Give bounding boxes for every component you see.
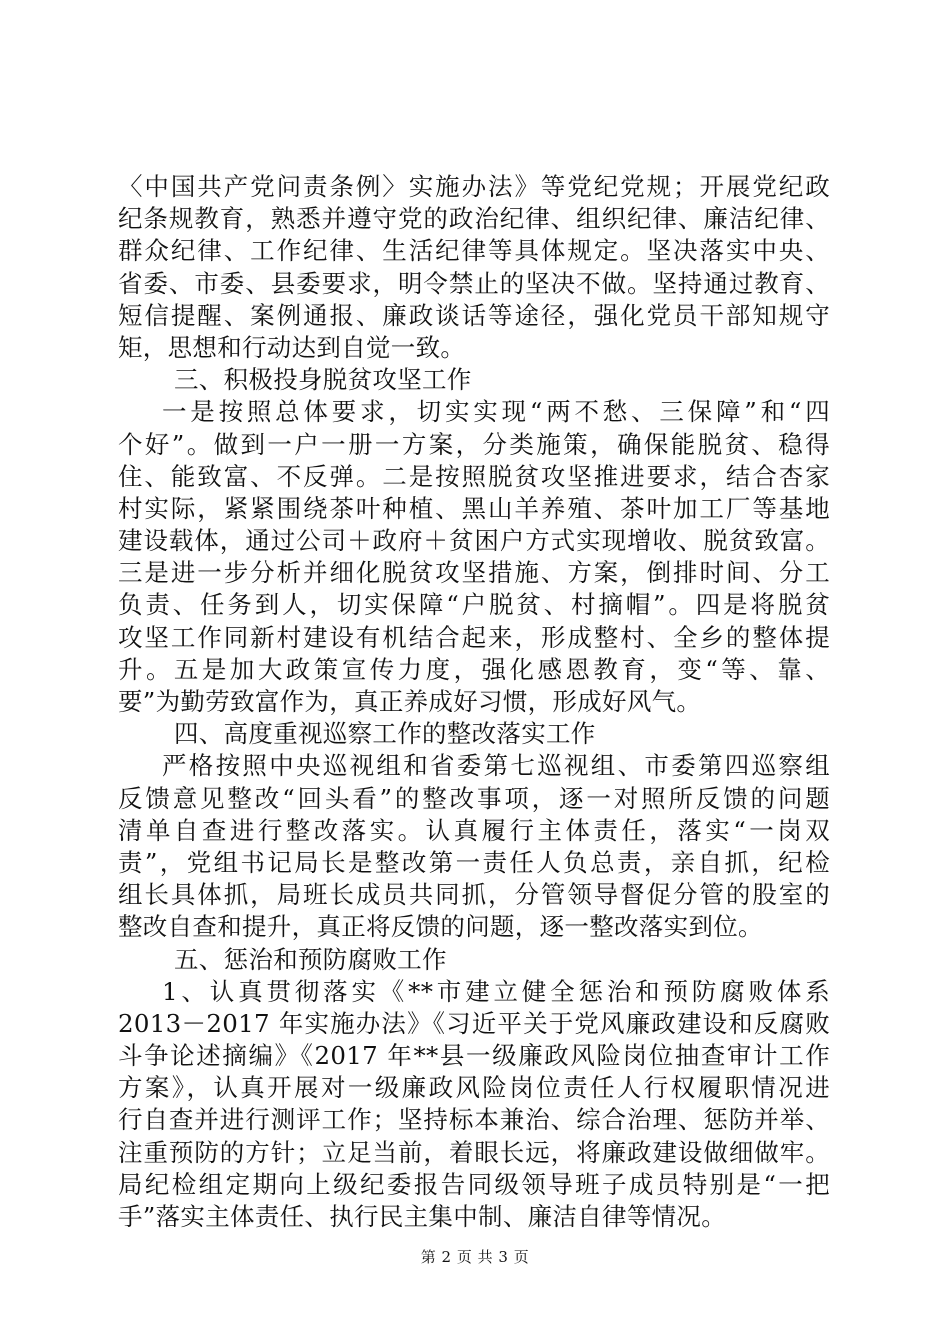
page-footer: 第 2 页 共 3 页: [420, 1248, 530, 1266]
text-line: 严格按照中央巡视组和省委第七巡视组、市委第四巡察组: [162, 751, 830, 781]
text-line: 升。五是加大政策宣传力度，强化感恩教育，变“等、靠、: [118, 654, 830, 684]
text-line: 斗争论述摘编》《2017 年**县一级廉政风险岗位抽查审计工作: [118, 1041, 830, 1071]
text-line: 局纪检组定期向上级纪委报告同级领导班子成员特别是“一把: [118, 1169, 830, 1199]
text-line: 整改自查和提升，真正将反馈的问题，逐一整改落实到位。: [118, 912, 763, 942]
text-line: 纪条规教育，熟悉并遵守党的政治纪律、组织纪律、廉洁纪律、: [118, 204, 830, 234]
text-line: 责”，党组书记局长是整改第一责任人负总责，亲自抓，纪检: [118, 847, 830, 877]
text-line: 村实际，紧紧围绕茶叶种植、黑山羊养殖、茶叶加工厂等基地: [118, 493, 830, 523]
section-heading: 三、积极投身脱贫攻坚工作: [174, 365, 472, 395]
text-line: 群众纪律、工作纪律、生活纪律等具体规定。坚决落实中央、: [118, 236, 830, 266]
section-heading: 四、高度重视巡察工作的整改落实工作: [174, 719, 596, 749]
text-line: 一是按照总体要求，切实实现“两不愁、三保障”和“四: [162, 397, 830, 427]
text-line: 1、认真贯彻落实《**市建立健全惩治和预防腐败体系: [162, 976, 830, 1006]
text-line: 省委、市委、县委要求，明令禁止的坚决不做。坚持通过教育、: [118, 268, 830, 298]
text-line: 方案》，认真开展对一级廉政风险岗位责任人行权履职情况进: [118, 1073, 830, 1103]
text-line: 短信提醒、案例通报、廉政谈话等途径，强化党员干部知规守: [118, 300, 830, 330]
text-line: 2013－2017 年实施办法》《习近平关于党风廉政建设和反腐败: [118, 1008, 830, 1038]
text-line: 清单自查进行整改落实。认真履行主体责任，落实“一岗双: [118, 815, 830, 845]
text-line: 矩，思想和行动达到自觉一致。: [118, 332, 466, 362]
text-line: 反馈意见整改“回头看”的整改事项，逐一对照所反馈的问题: [118, 783, 830, 813]
text-line: 注重预防的方针；立足当前，着眼长远，将廉政建设做细做牢。: [118, 1137, 830, 1167]
text-line: 〈中国共产党问责条例〉实施办法》等党纪党规；开展党纪政: [118, 172, 830, 201]
text-line: 三是进一步分析并细化脱贫攻坚措施、方案，倒排时间、分工: [118, 558, 830, 588]
section-heading: 五、惩治和预防腐败工作: [174, 944, 447, 974]
text-line: 手”落实主体责任、执行民主集中制、廉洁自律等情况。: [118, 1202, 727, 1231]
text-line: 组长具体抓，局班长成员共同抓，分管领导督促分管的股室的: [118, 880, 830, 910]
document-body: [118, 171, 830, 1233]
text-line: 行自查并进行测评工作；坚持标本兼治、综合治理、惩防并举、: [118, 1105, 830, 1135]
text-line: 负责、任务到人，切实保障“户脱贫、村摘帽”。四是将脱贫: [118, 590, 830, 620]
text-line: 建设载体，通过公司＋政府＋贫困户方式实现增收、脱贫致富。: [118, 526, 830, 556]
text-line: 攻坚工作同新村建设有机结合起来，形成整村、全乡的整体提: [118, 622, 830, 652]
text-line: 住、能致富、不反弹。二是按照脱贫攻坚推进要求，结合杏家: [118, 461, 830, 491]
text-line: 要”为勤劳致富作为，真正养成好习惯，形成好风气。: [118, 687, 702, 716]
text-line: 个好”。做到一户一册一方案，分类施策，确保能脱贫、稳得: [118, 429, 830, 459]
